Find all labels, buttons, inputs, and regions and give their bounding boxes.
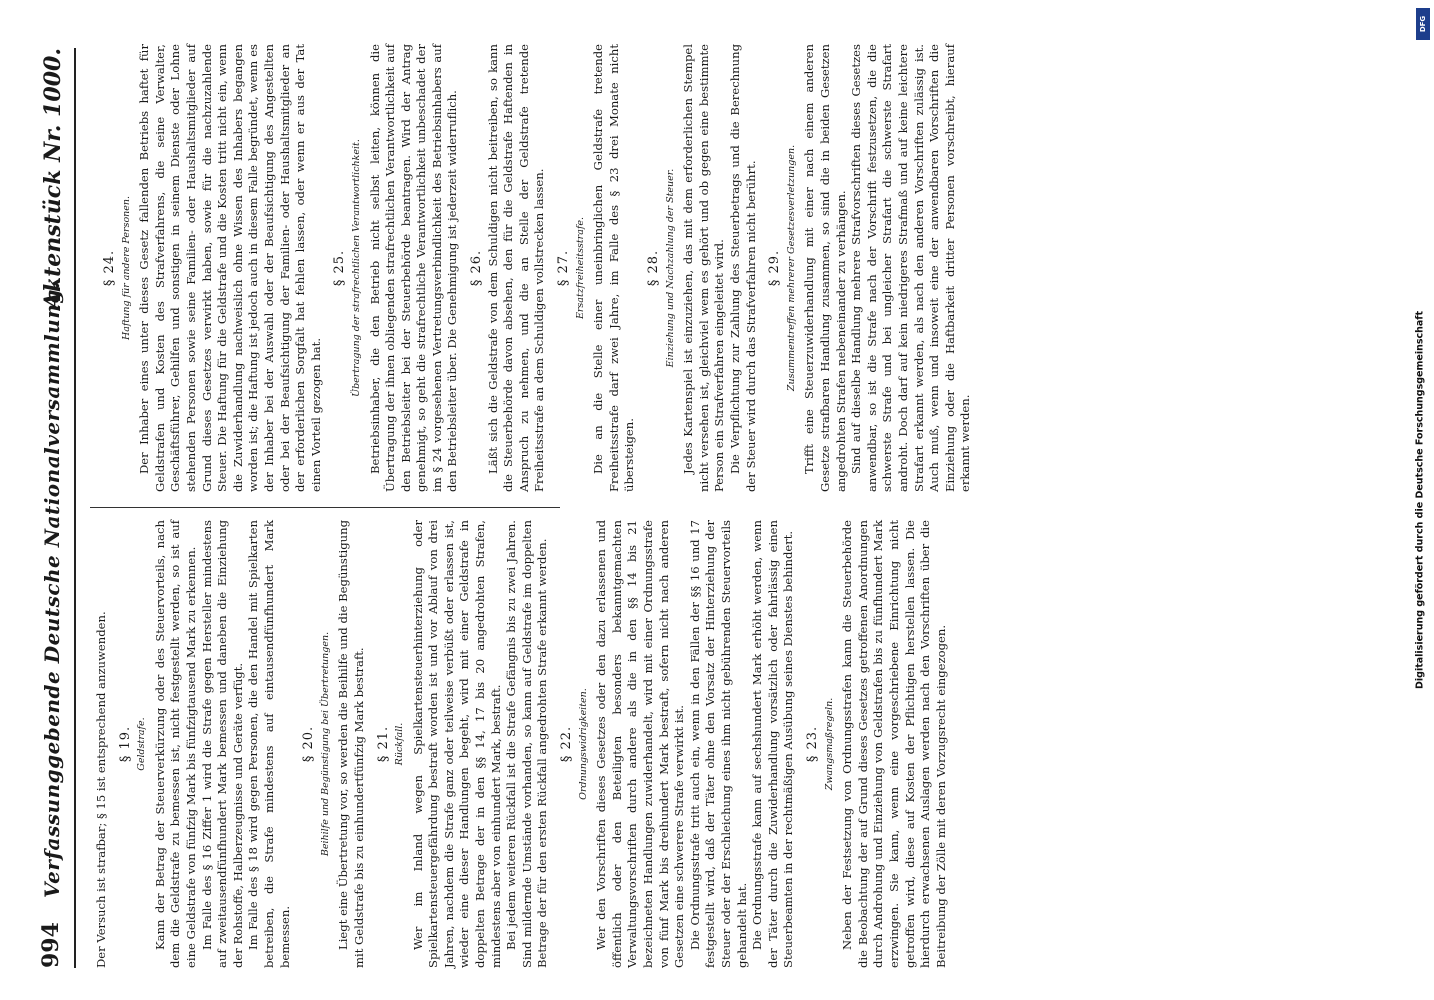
rotated-document-page	[12, 28, 1412, 988]
column-divider	[90, 507, 560, 508]
section-title: Rückfall.	[394, 722, 406, 766]
paragraph: Betriebsinhaber, die den Betrieb nicht selbst leiten, können die Übertragung der ihnen obliegenden strafrechtlichen Verantwortlichkeit auf den Betriebsleiter bei der Steuerbehörde beantragen. Wird der Antrag genehmigt, so geht die strafrechtliche Verantwortlichkeit unbeschadet der im § 24 vorgesehenen Vertretungsverbindlichkeit des Betriebsinhabers auf den Betriebsleiter über. Die Genehmigung ist jederzeit widerruflich.	[367, 44, 460, 492]
section-number: § 28.	[646, 249, 661, 287]
section-title: Ersatzfreiheitsstrafe.	[574, 216, 586, 320]
section-26	[469, 44, 548, 492]
section-29	[767, 44, 974, 492]
section-20	[301, 520, 367, 968]
document-number: Aktenstück Nr. 1000.	[40, 48, 66, 310]
section-number: § 24.	[102, 249, 117, 287]
digitization-credit-text: Digitalisierung gefördert durch die Deutsche Forschungsgemeinschaft	[1414, 311, 1426, 689]
page-header	[34, 48, 76, 968]
paragraph: Die Ordnungsstrafe tritt auch ein, wenn in den Fällen der §§ 16 und 17 festgestellt wird, daß der Täter ohne den Vorsatz der Hinterziehung der Steuer oder der Erschleichung eines ihm nicht gebührenden Steuervorteils gehandelt hat.	[687, 520, 749, 968]
section-number: § 26.	[469, 249, 485, 287]
paragraph: Die an die Stelle einer uneinbringlichen Geldstrafe tretende Freiheitsstrafe darf zwei Jahre, im Falle des § 23 drei Monate nicht übersteigen.	[591, 44, 637, 492]
publication-title: Verfassunggebende Deutsche Nationalversammlung.	[40, 281, 64, 898]
section-number: § 19.	[117, 725, 133, 763]
section-title: Zusammentreffen mehrerer Gesetzesverletzungen.	[785, 144, 797, 392]
paragraph: Im Falle des § 16 Ziffer 1 wird die Strafe gegen Hersteller mindestens auf zweitausendfünfhundert Mark bemessen und daneben die Einziehung der Rohstoffe, Halberzeugnisse und Geräte verfügt.	[199, 520, 245, 968]
paragraph: Sind auf dieselbe Handlung mehrere Strafvorschriften dieses Gesetzes anwendbar, so ist die Strafe nach der Vorschrift festzusetzen, die die schwerste Strafe und bei ungleicher Strafart die schwerste Strafart androht. Doch darf auf kein niedrigeres Strafmaß und auf keine leichtere Strafart erkannt werden, als nach den anderen Vorschriften zulässig ist. Auch muß, wenn und insoweit eine der anwendbaren Vorschriften die Einziehung oder die Haftbarkeit dritter Personen vorschreibt, hierauf erkannt werden.	[849, 44, 973, 492]
paragraph: Läßt sich die Geldstrafe von dem Schuldigen nicht beitreiben, so kann die Steuerbehörde davon absehen, den für die Geldstrafe Haftenden in Anspruch zu nehmen, und die an Stelle der Geldstrafe tretende Freiheitsstrafe an dem Schuldigen vollstrecken lassen.	[485, 44, 547, 492]
section-23	[805, 520, 949, 968]
section-19	[118, 520, 294, 968]
intro-paragraph: Der Versuch ist strafbar; § 15 ist entsprechend anzuwenden.	[94, 611, 108, 968]
right-column	[94, 44, 976, 492]
paragraph: Liegt eine Übertretung vor, so werden die Beihilfe und die Begünstigung mit Geldstrafe bis zu einhundertfünfzig Mark bestraft.	[336, 520, 366, 968]
page-number: 994	[38, 922, 64, 968]
section-number: § 20.	[301, 725, 317, 763]
section-number: § 29.	[767, 249, 783, 287]
digitization-credit	[1410, 10, 1430, 990]
section-title: Beihilfe und Begünstigung bei Übertretungen.	[319, 631, 331, 857]
section-title: Haftung für andere Personen.	[120, 195, 132, 341]
section-number: § 25.	[332, 249, 348, 287]
section-title: Einziehung und Nachzahlung der Steuer.	[664, 168, 676, 368]
paragraph: Trifft eine Steuerzuwiderhandlung mit einer nach einem anderen Gesetze strafbaren Handlung zusammen, so sind die in beiden Gesetzen angedrohten Strafen nebeneinander zu verhängen.	[802, 44, 848, 492]
section-title: Geldstrafe.	[136, 717, 148, 771]
section-25	[332, 44, 461, 492]
paragraph: Die Verpflichtung zur Zahlung des Steuerbetrags und die Berechnung der Steuer wird durch das Strafverfahren nicht berührt.	[727, 44, 758, 492]
paragraph: Jedes Kartenspiel ist einzuziehen, das mit dem erforderlichen Stempel nicht versehen ist, gleichviel wem es gehört und ob gegen eine bestimmte Person ein Strafverfahren eingeleitet wird.	[681, 44, 727, 492]
section-27	[556, 44, 638, 492]
section-24	[102, 44, 324, 492]
paragraph: Der Inhaber eines unter dieses Gesetz fallenden Betriebs haftet für Geldstrafen und Kosten des Strafverfahrens, die seine Verwalter, Geschäftsführer, Gehilfen und sonstigen in seinem Dienste oder Lohne stehenden Personen sowie seine Familien- oder Haushaltsmitglieder auf Grund dieses Gesetzes verwirkt haben, sowie für die nachzuzahlende Steuer. Die Haftung für die Geldstrafe und die Kosten tritt nicht ein, wenn die Zuwiderhandlung nachweislich ohne Wissen des Inhabers begangen worden ist; die Haftung ist jedoch auch in diesem Falle begründet, wenn es der Inhaber bei der Auswahl oder der Beaufsichtigung des Angestellten oder bei der Beaufsichtigung der Familien- oder Haushaltsmitglieder an der erforderlichen Sorgfalt hat fehlen lassen, oder wenn er aus der Tat einen Vorteil gezogen hat.	[137, 44, 323, 492]
section-21	[376, 520, 552, 968]
paragraph: Kann der Betrag der Steuerverkürzung oder des Steuervorteils, nach dem die Geldstrafe zu bemessen ist, nicht festgestellt werden, so ist auf eine Geldstrafe von fünfzig Mark bis fünfzigtausend Mark zu erkennen.	[152, 520, 198, 968]
paragraph: Wer den Vorschriften dieses Gesetzes oder den dazu erlassenen und öffentlich oder den Beteiligten besonders bekanntgemachten Verwaltungsvorschriften durch andere als die in den §§ 14 bis 21 bezeichneten Handlungen zuwiderhandelt, wird mit einer Ordnungsstrafe von fünf Mark bis dreihundert Mark bestraft, sofern nicht nach anderen Gesetzen eine schwerere Strafe verwirkt ist.	[594, 520, 687, 968]
paragraph: Im Falle des § 18 wird gegen Personen, die den Handel mit Spielkarten betreiben, die Strafe mindestens auf eintausendfünfhundert Mark bemessen.	[246, 520, 292, 968]
section-number: § 27.	[556, 249, 572, 287]
paragraph: Wer im Inland wegen Spielkartensteuerhinterziehung oder Spielkartensteuergefährdung bestraft worden ist und vor Ablauf von drei Jahren, nachdem die Strafe ganz oder teilweise verbüßt oder erlassen ist, wieder eine dieser Handlungen begeht, wird mit einer Geldstrafe in doppelten Betrage der in den §§ 14, 17 bis 20 angedrohten Strafen, mindestens aber von einhundert Mark, bestraft.	[410, 520, 503, 968]
paragraph: Bei jedem weiteren Rückfall ist die Strafe Gefängnis bis zu zwei Jahren. Sind mildernde Umstände vorhanden, so kann auf Geldstrafe im doppelten Betrage der für den ersten Rückfall angedrohten Strafe erkannt werden.	[504, 520, 550, 968]
section-number: § 23.	[804, 725, 820, 763]
section-title: Übertragung der strafrechtlichen Verantwortlichkeit.	[350, 139, 362, 397]
section-number: § 22.	[559, 725, 575, 763]
section-22	[559, 520, 797, 968]
left-column	[94, 520, 951, 968]
dfg-logo-text: DFG	[1419, 15, 1427, 33]
section-title: Zwangsmaßregeln.	[823, 697, 835, 791]
section-title: Ordnungswidrigkeiten.	[577, 688, 589, 800]
section-28	[646, 44, 759, 492]
paragraph: Die Ordnungsstrafe kann auf sechshundert Mark erhöht werden, wenn der Täter durch die Zuwiderhandlung vorsätzlich oder fahrlässig einen Steuerbeamten in der rechtmäßigen Ausübung seines Dienstes behindert.	[750, 520, 796, 968]
paragraph: Neben der Festsetzung von Ordnungsstrafen kann die Steuerbehörde die Beobachtung der auf Grund dieses Gesetzes getroffenen Anordnungen durch Androhung und Einziehung von Geldstrafen bis zu fünfhundert Mark erzwingen. Sie kann, wenn eine vorgeschriebene Einrichtung nicht getroffen wird, diese auf Kosten der Pflichtigen herstellen lassen. Die hierdurch erwachsenen Auslagen werden nach den Vorschriften über die Beitreibung der Zölle mit deren Vorzugsrecht eingezogen.	[840, 520, 948, 968]
section-number: § 21.	[375, 725, 391, 763]
